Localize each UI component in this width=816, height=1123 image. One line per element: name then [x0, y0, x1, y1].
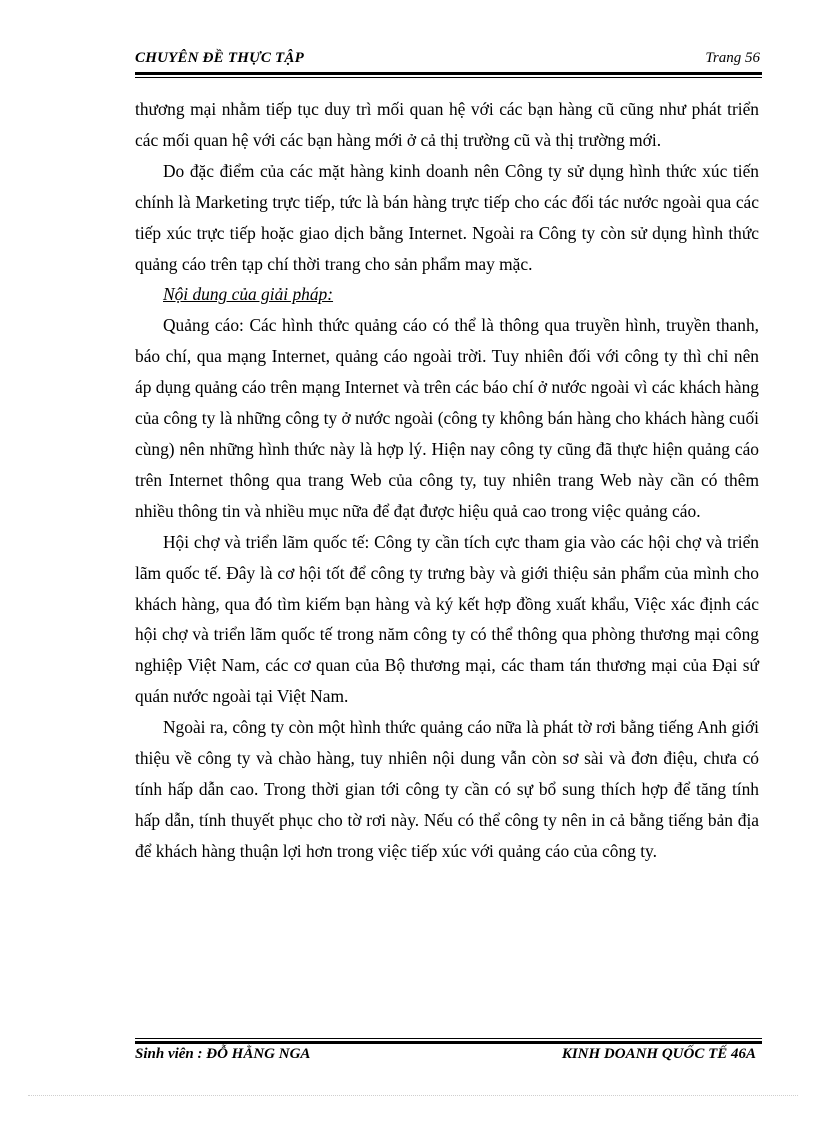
paragraph-4: Hội chợ và triển lãm quốc tế: Công ty cần tích cực tham gia vào các hội chợ và triển lãm quốc tế. Đây là cơ hội tốt để công ty trưng bày và giới thiệu sản phẩm của mình cho khách hàng, qua đó tìm kiếm bạn hàng và ký kết hợp đồng xuất khẩu, Việc xác định các hội chợ và triển lãm quốc tế trong năm công ty có thể thông qua phòng thương mại công nghiệp Việt Nam, các cơ quan của Bộ thương mại, các tham tán thương mại của Đại sứ quán nước ngoài tại Việt Nam. — [135, 531, 759, 707]
page-header — [135, 46, 762, 70]
paragraph-3: Quảng cáo: Các hình thức quảng cáo có thể là thông qua truyền hình, truyền thanh, báo chí, qua mạng Internet, quảng cáo ngoài trời. Tuy nhiên đối với công ty thì chỉ nên áp dụng quảng cáo trên mạng Internet và trên các báo chí ở nước ngoài vì các khách hàng của công ty là những công ty ở nước ngoài (công ty không bán hàng cho khách hàng cuối cùng) nên những hình thức này là hợp lý. Hiện nay công ty cũng đã thực hiện quảng cáo trên Internet thông qua trang Web của công ty, tuy nhiên trang Web này cần có thêm nhiều thông tin và nhiều mục nữa để đạt được hiệu quả cao trong việc quảng cáo. — [135, 315, 759, 521]
paragraph-5: Ngoài ra, công ty còn một hình thức quảng cáo nữa là phát tờ rơi bằng tiếng Anh giới thiệu về công ty và chào hàng, tuy nhiên nội dung vẫn còn sơ sài và đơn điệu, chưa có tính hấp dẫn cao. Trong thời gian tới công ty cần có sự bổ sung thích hợp để tăng tính hấp dẫn, tính thuyết phục cho tờ rơi này. Nếu có thể công ty nên in cả bằng tiếng bản địa để khách hàng thuận lợi hơn trong việc tiếp xúc với quảng cáo của công ty. — [135, 717, 759, 861]
paragraph-1: thương mại nhằm tiếp tục duy trì mối quan hệ với các bạn hàng cũ cũng như phát triển các mối quan hệ với các bạn hàng mới ở cả thị trường cũ và thị trường mới. — [135, 99, 759, 150]
header-page-number: Trang 56 — [705, 50, 760, 66]
footer-class: KINH DOANH QUỐC TẾ 46A — [561, 1046, 756, 1062]
body-text — [135, 94, 759, 867]
paragraph-2: Do đặc điểm của các mặt hàng kinh doanh nên Công ty sử dụng hình thức xúc tiến chính là Marketing trực tiếp, tức là bán hàng trực tiếp cho các đối tác nước ngoài qua các tiếp xúc trực tiếp hoặc giao dịch bằng Internet. Ngoài ra Công ty còn sử dụng hình thức quảng cáo trên tạp chí thời trang cho sản phẩm may mặc. — [135, 160, 759, 274]
header-title: CHUYÊN ĐỀ THỰC TẬP — [135, 50, 304, 66]
section-subheading: Nội dung của giải pháp: — [163, 284, 334, 305]
footer-student: Sinh viên : ĐỖ HẰNG NGA — [135, 1046, 311, 1062]
header-rule — [135, 72, 762, 78]
footer-rule — [135, 1038, 762, 1044]
page-bottom-border — [28, 1095, 798, 1096]
